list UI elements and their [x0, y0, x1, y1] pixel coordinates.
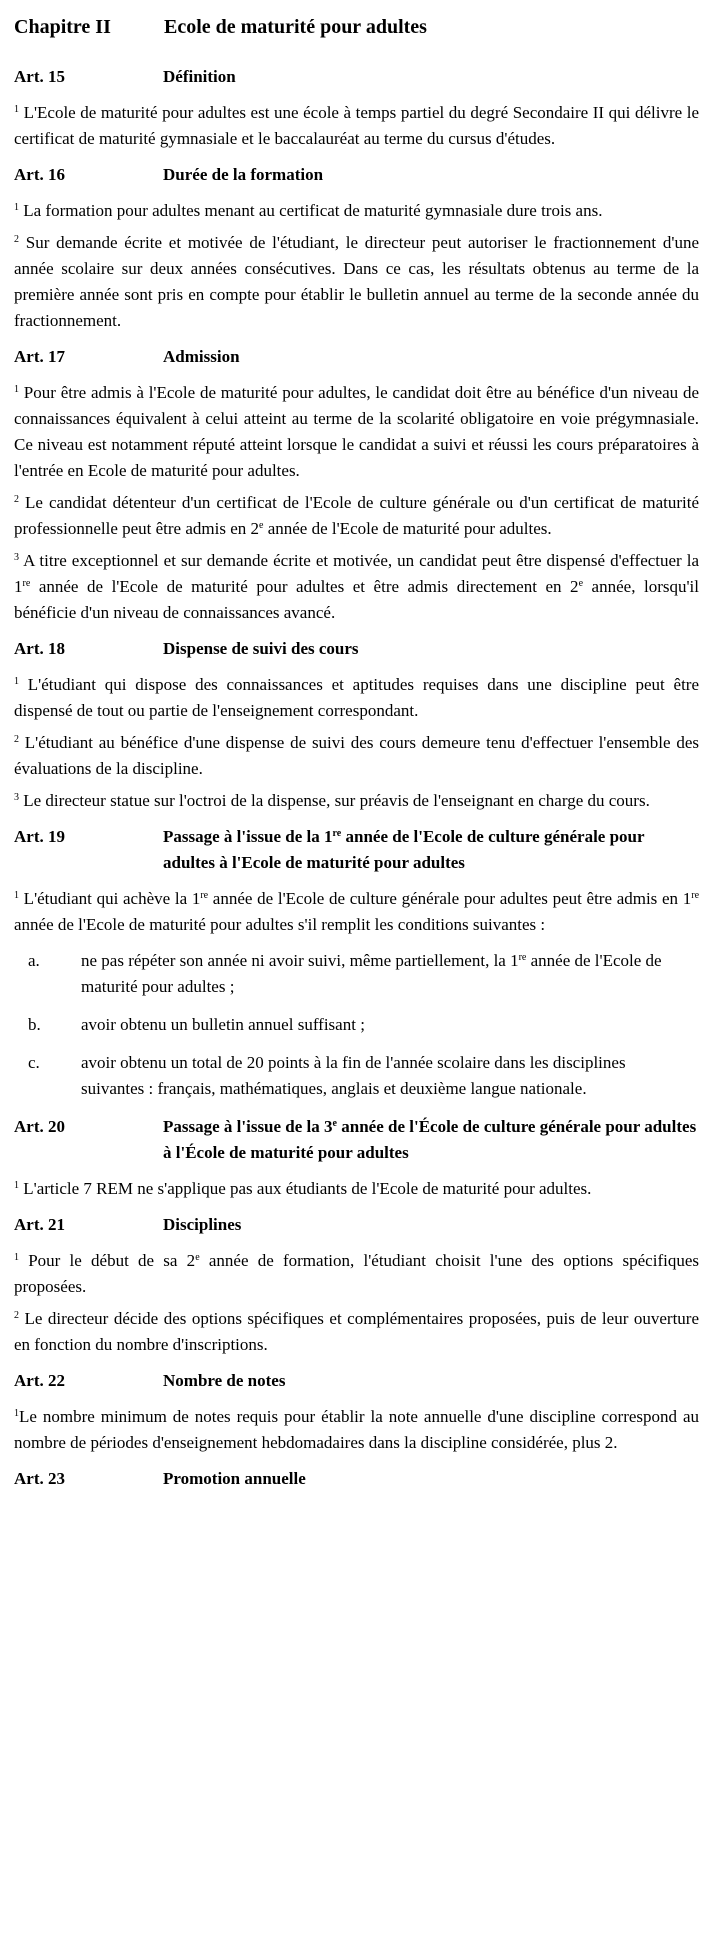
paragraph-number: 2: [14, 734, 19, 745]
article-number: Art. 16: [14, 165, 65, 184]
ordinal-suffix: re: [518, 952, 527, 963]
article-paragraph: [14, 1248, 699, 1300]
paragraph-number: 2: [14, 494, 19, 505]
conditions-list: [14, 948, 699, 1102]
paragraph-text: Le candidat détenteur d'un certificat de l'Ecole de culture générale ou d'un certificat de maturité professionnelle peut être admis en 2: [14, 493, 699, 538]
article-paragraph: [14, 1176, 699, 1202]
list-item-text: avoir obtenu un bulletin annuel suffisant ;: [81, 1015, 365, 1034]
paragraph-text: Pour être admis à l'Ecole de maturité pour adultes, le candidat doit être au bénéfice d'un niveau de connaissances équivalent à celui atteint au terme de la scolarité obligatoire en voie prégymnasiale. Ce niveau est notamment réputé atteint lorsque le candidat a suivi et réussi les cours préparatoires à l'entrée en Ecole de maturité pour adultes.: [14, 383, 699, 480]
paragraph-text: L'Ecole de maturité pour adultes est une école à temps partiel du degré Secondaire II qui délivre le certificat de maturité gymnasiale et le baccalauréat au terme du cursus d'études.: [14, 103, 699, 148]
title-text: Passage à l'issue de la 3: [163, 1117, 333, 1136]
paragraph-text: La formation pour adultes menant au certificat de maturité gymnasiale dure trois ans.: [19, 201, 603, 220]
paragraph-text: Pour le début de sa 2: [19, 1251, 196, 1270]
paragraph-text: année de l'Ecole de maturité pour adultes s'il remplit les conditions suivantes :: [14, 915, 546, 934]
article-heading: [14, 344, 699, 370]
paragraph-number: 1: [14, 1408, 19, 1419]
list-item-text: avoir obtenu un total de 20 points à la fin de l'année scolaire dans les disciplines suivantes : français, mathématiques, anglais et deuxième langue nationale.: [81, 1053, 626, 1098]
article-paragraph: [14, 1404, 699, 1456]
article-number: Art. 18: [14, 639, 65, 658]
paragraph-text: Le nombre minimum de notes requis pour établir la note annuelle d'une discipline correspond au nombre de périodes d'enseignement hebdomadaires dans la discipline considérée, plus 2.: [14, 1407, 699, 1452]
article-heading: [14, 636, 699, 662]
paragraph-text: L'article 7 REM ne s'applique pas aux étudiants de l'Ecole de maturité pour adultes.: [19, 1179, 592, 1198]
article-paragraph: [14, 100, 699, 152]
ordinal-suffix: e: [195, 1252, 200, 1263]
paragraph-text: Le directeur statue sur l'octroi de la dispense, sur préavis de l'enseignant en charge du cours.: [19, 791, 650, 810]
ordinal-suffix: e: [578, 578, 584, 589]
list-marker: c.: [28, 1053, 40, 1072]
article-title: [163, 1114, 699, 1166]
paragraph-text: année, lorsqu'il bénéficie d'un niveau de connaissances avancé.: [14, 577, 699, 622]
article-heading: [14, 162, 699, 188]
item-text: ne pas répéter son année ni avoir suivi, même partiellement, la 1: [81, 951, 519, 970]
article-number: Art. 20: [14, 1117, 65, 1136]
paragraph-number: 1: [14, 384, 19, 395]
chapter-number: Chapitre II: [14, 16, 111, 38]
article-title: Définition: [163, 67, 236, 86]
paragraph-text: Le directeur décide des options spécifiques et complémentaires proposées, puis de leur ouverture en fonction du nombre d'inscriptions.: [14, 1309, 699, 1354]
article-paragraph: [14, 490, 699, 542]
article-paragraph: [14, 198, 699, 224]
article-paragraph: [14, 886, 699, 938]
list-item-text: [81, 948, 699, 1000]
article-title: Nombre de notes: [163, 1371, 286, 1390]
ordinal-suffix: re: [200, 890, 209, 901]
paragraph-text: année de l'Ecole de culture générale pour adultes peut être admis en 1: [208, 889, 692, 908]
article-title: Admission: [163, 347, 240, 366]
article-paragraph: [14, 1306, 699, 1358]
article-heading: [14, 1114, 699, 1166]
paragraph-text: année de formation, l'étudiant choisit l'une des options spécifiques proposées.: [14, 1251, 699, 1296]
ordinal-suffix: e: [332, 1118, 337, 1129]
paragraph-number: 2: [14, 234, 19, 245]
title-text: année de l'Ecole de culture générale pour adultes à l'Ecole de maturité pour adultes: [163, 827, 645, 872]
article-paragraph: [14, 672, 699, 724]
article-number: Art. 21: [14, 1215, 65, 1234]
title-text: Passage à l'issue de la 1: [163, 827, 333, 846]
article-number: Art. 19: [14, 827, 65, 846]
list-marker: b.: [28, 1015, 41, 1034]
article-title: [163, 824, 699, 876]
article-title: Disciplines: [163, 1215, 242, 1234]
list-item: [14, 948, 699, 1000]
article-number: Art. 23: [14, 1469, 65, 1488]
article-paragraph: [14, 730, 699, 782]
article-paragraph: [14, 380, 699, 484]
paragraph-number: 3: [14, 552, 19, 563]
paragraph-text: année de l'Ecole de maturité pour adultes et être admis directement en 2: [30, 577, 579, 596]
article-heading: [14, 1212, 699, 1238]
paragraph-number: 1: [14, 890, 19, 901]
item-text: année de l'Ecole de maturité pour adultes ;: [81, 951, 662, 996]
paragraph-number: 1: [14, 202, 19, 213]
chapter-title: Ecole de maturité pour adultes: [164, 16, 427, 38]
paragraph-number: 1: [14, 1252, 19, 1263]
article-paragraph: [14, 230, 699, 334]
ordinal-suffix: e: [259, 520, 264, 531]
article-heading: [14, 824, 699, 876]
paragraph-text: Sur demande écrite et motivée de l'étudiant, le directeur peut autoriser le fractionnement d'une année scolaire sur deux années consécutives. Dans ce cas, les résultats obtenus au terme de la première année sont pris en compte pour établir le bulletin annuel au terme de la seconde année du fractionnement.: [14, 233, 699, 330]
paragraph-text: L'étudiant qui dispose des connaissances et aptitudes requises dans une discipline peut être dispensé de tout ou partie de l'enseignement correspondant.: [14, 675, 699, 720]
article-paragraph: [14, 788, 699, 814]
article-title: Promotion annuelle: [163, 1469, 306, 1488]
article-paragraph: [14, 548, 699, 626]
paragraph-number: 1: [14, 104, 19, 115]
article-number: Art. 15: [14, 67, 65, 86]
list-item: [14, 1050, 699, 1102]
article-title: Durée de la formation: [163, 165, 324, 184]
paragraph-text: L'étudiant au bénéfice d'une dispense de suivi des cours demeure tenu d'effectuer l'ensemble des évaluations de la discipline.: [14, 733, 699, 778]
article-title: Dispense de suivi des cours: [163, 639, 359, 658]
article-number: Art. 22: [14, 1371, 65, 1390]
paragraph-number: 1: [14, 676, 19, 687]
paragraph-text: L'étudiant qui achève la 1: [19, 889, 201, 908]
paragraph-text: A titre exceptionnel et sur demande écrite et motivée, un candidat peut être dispensé d'effectuer la 1: [14, 551, 699, 596]
paragraph-number: 3: [14, 792, 19, 803]
paragraph-number: 1: [14, 1180, 19, 1191]
ordinal-suffix: re: [691, 890, 700, 901]
article-heading: [14, 64, 699, 90]
article-heading: [14, 1368, 699, 1394]
paragraph-number: 2: [14, 1310, 19, 1321]
chapter-heading: [14, 14, 699, 40]
list-marker: a.: [28, 951, 40, 970]
title-text: année de l'École de culture générale pour adultes à l'École de maturité pour adultes: [163, 1117, 697, 1162]
ordinal-suffix: re: [332, 828, 342, 839]
article-heading: [14, 1466, 699, 1492]
article-number: Art. 17: [14, 347, 65, 366]
ordinal-suffix: re: [22, 578, 31, 589]
paragraph-text: année de l'Ecole de maturité pour adultes.: [263, 519, 552, 538]
list-item: [14, 1012, 699, 1038]
